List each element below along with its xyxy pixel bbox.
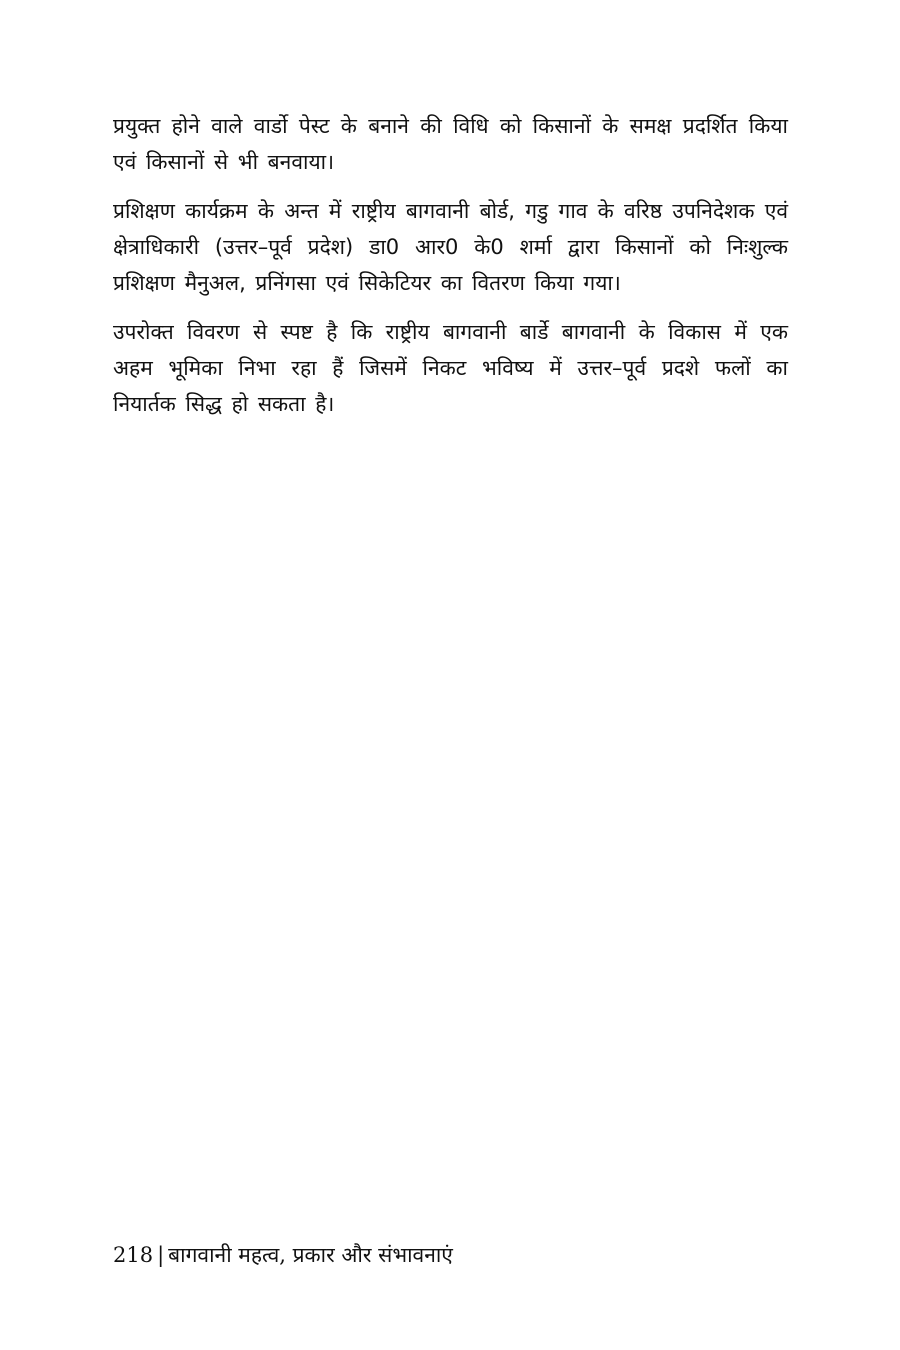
page-footer bbox=[113, 1240, 813, 1270]
body-text bbox=[113, 108, 788, 435]
book-title: बागवानी महत्व, प्रकार और संभावनाएं bbox=[168, 1243, 453, 1267]
paragraph: प्रयुक्त होने वाले वार्डो पेस्ट के बनाने की विधि को किसानों के समक्ष प्रदर्शित किया एवं किसानों से भी बनवाया। bbox=[113, 114, 788, 174]
paragraph: उपरोक्त विवरण से स्पष्ट है कि राष्ट्रीय बागवानी बार्डे बागवानी के विकास में एक अहम भूमिका निभा रहा हैं जिसमें निकट भविष्य में उत्तर–पूर्व प्रदशे फलों का नियार्तक सिद्ध हो सकता है। bbox=[113, 320, 788, 416]
footer-separator: | bbox=[157, 1243, 165, 1267]
paragraph: प्रशिक्षण कार्यक्रम के अन्त में राष्ट्रीय बागवानी बोर्ड, गडु गाव के वरिष्ठ उपनिदेशक एवं क्षेत्राधिकारी (उत्तर–पूर्व प्रदेश) डा0 आर0 के0 शर्मा द्वारा किसानों को निःशुल्क प्रशिक्षण मैनुअल, प्रनिंगसा एवं सिकेटियर का वितरण किया गया। bbox=[113, 199, 788, 295]
page-number: 218 bbox=[113, 1243, 154, 1267]
